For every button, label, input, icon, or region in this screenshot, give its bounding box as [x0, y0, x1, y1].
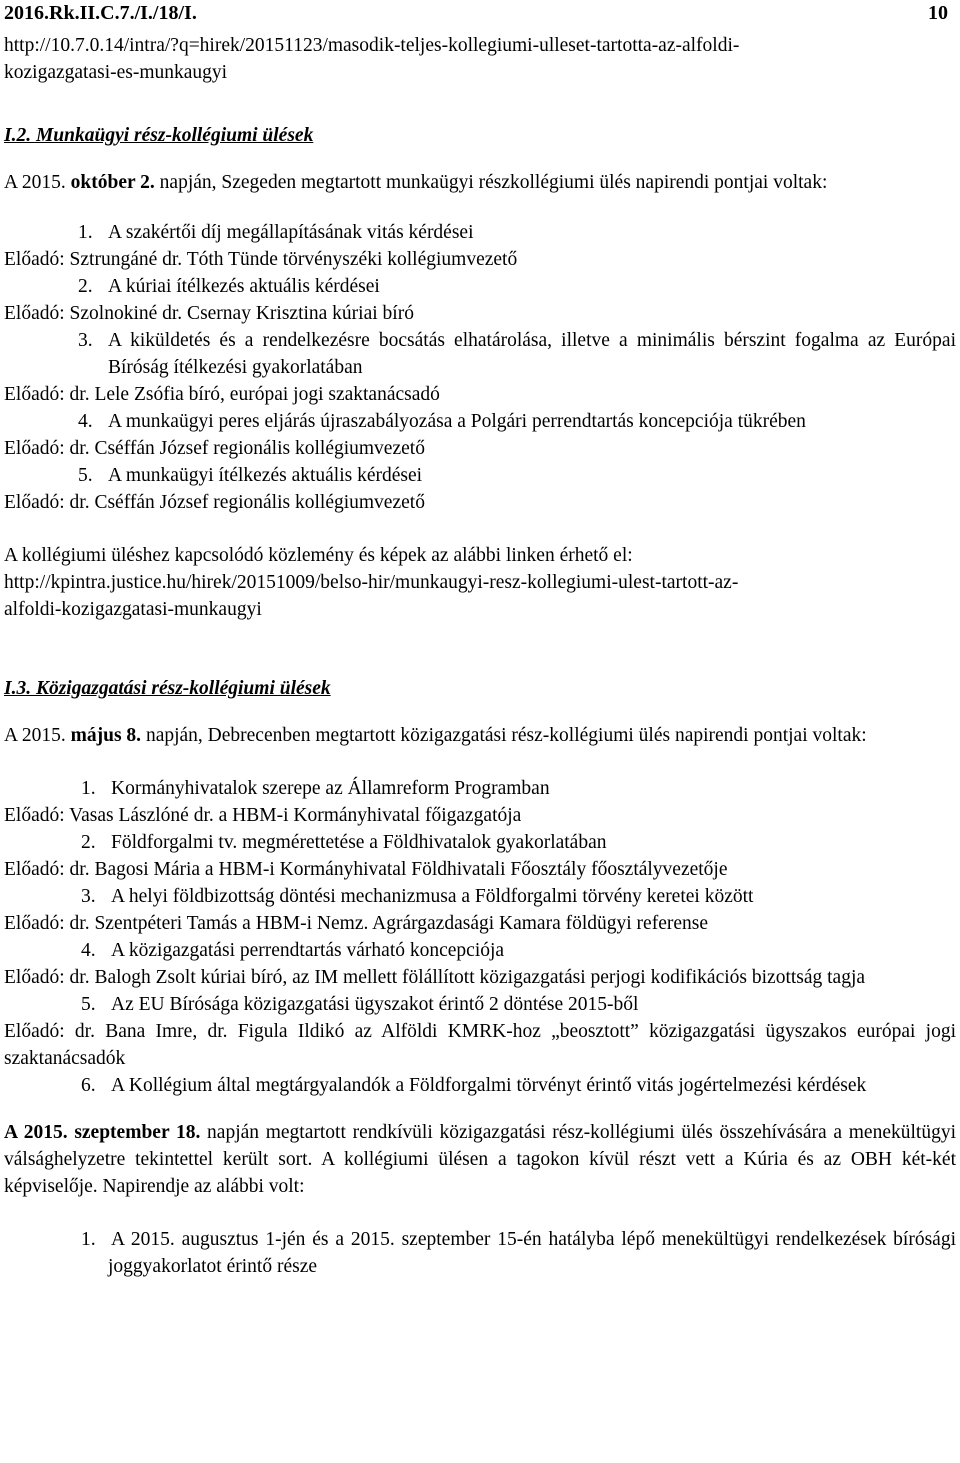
extraordinary-session-date: szeptember 18.	[74, 1122, 201, 1143]
list-item: 2. A kúriai ítélkezés aktuális kérdései	[78, 276, 380, 297]
speaker-line: Előadó: dr. Balogh Zsolt kúriai bíró, az IM mellett fölállított közigazgatási perjogi kodifikációs bizottság tagja	[4, 967, 866, 988]
link-intro: A kollégiumi üléshez kapcsolódó közlemény és képek az alábbi linken érhető el:	[4, 545, 633, 566]
section2-agenda	[4, 219, 956, 516]
speaker-line: Előadó: dr. Bagosi Mária a HBM-i Kormányhivatal Földhivatali Főosztály főosztályvezetője	[4, 859, 728, 880]
speaker-line: Előadó: dr. Cséffán József regionális kollégiumvezető	[4, 492, 425, 513]
list-item: 3. A helyi földbizottság döntési mechanizmusa a Földforgalmi törvény keretei között	[81, 886, 754, 907]
news-link-line-2[interactable]: alfoldi-kozigazgatasi-munkaugyi	[4, 599, 262, 620]
speaker-line: Előadó: Vasas Lászlóné dr. a HBM-i Kormányhivatal főigazgatója	[4, 805, 522, 826]
section3-date: május 8.	[70, 725, 142, 746]
source-url-line-1: http://10.7.0.14/intra/?q=hirek/20151123/masodik-teljes-kollegiumi-ulleset-tartotta-az-alfoldi-	[4, 35, 740, 56]
list-item: 1. Kormányhivatalok szerepe az Államreform Programban	[81, 778, 550, 799]
list-item: 5. A munkaügyi ítélkezés aktuális kérdései	[78, 465, 423, 486]
section3-intro: A 2015. május 8. napján, Debrecenben megtartott közigazgatási rész-kollégiumi ülés napirendi pontjai voltak:	[4, 725, 867, 746]
speaker-line: Előadó: Szolnokiné dr. Csernay Krisztina kúriai bíró	[4, 303, 414, 324]
extraordinary-session-agenda	[4, 1226, 956, 1280]
list-item: 2. Földforgalmi tv. megmérettetése a Földhivatalok gyakorlatában	[81, 832, 607, 853]
document-page	[4, 0, 956, 1280]
list-item: 4. A közigazgatási perrendtartás várható koncepciója	[81, 940, 505, 961]
source-url-line-2: kozigazgatasi-es-munkaugyi	[4, 62, 228, 83]
list-item: 1. A 2015. augusztus 1-jén és a 2015. szeptember 15-én hatályba lépő menekültügyi rendelkezések bírósági joggyakorlatot érintő része	[81, 1229, 956, 1277]
list-item: 3. A kiküldetés és a rendelkezésre bocsátás elhatárolása, illetve a minimális bérszint fogalma az Európai Bíróság ítélkezési gyakorlatában	[78, 330, 956, 378]
extraordinary-session-paragraph: A 2015. szeptember 18. napján megtartott rendkívüli közigazgatási rész-kollégiumi ülés összehívására a menekültügyi válsághelyzetre tekintettel került sort. A kollégiumi ülésen a tagokon kívül részt vett a Kúria és az OBH két-két képviselője. Napirendje az alábbi volt:	[4, 1122, 956, 1197]
page-header	[4, 0, 956, 32]
section-title-kozigazgatasi: I.3. Közigazgatási rész-kollégiumi ülések	[4, 678, 331, 699]
list-item: 4. A munkaügyi peres eljárás újraszabályozása a Polgári perrendtartás koncepciója tükrében	[78, 411, 806, 432]
section2-intro: A 2015. október 2. napján, Szegeden megtartott munkaügyi részkollégiumi ülés napirendi pontjai voltak:	[4, 172, 828, 193]
list-item: 6. A Kollégium által megtárgyalandók a Földforgalmi törvényt érintő vitás jogértelmezési kérdések	[81, 1075, 867, 1096]
list-item: 1. A szakértői díj megállapításának vitás kérdései	[78, 222, 474, 243]
list-item: 5. Az EU Bírósága közigazgatási ügyszakot érintő 2 döntése 2015-ből	[81, 994, 639, 1015]
speaker-line: Előadó: dr. Lele Zsófia bíró, európai jogi szaktanácsadó	[4, 384, 440, 405]
speaker-line: Előadó: Sztrungáné dr. Tóth Tünde törvényszéki kollégiumvezető	[4, 249, 518, 270]
news-link-line-1[interactable]: http://kpintra.justice.hu/hirek/20151009/belso-hir/munkaugyi-resz-kollegiumi-ulest-tartott-az-	[4, 572, 739, 593]
document-reference: 2016.Rk.II.C.7./I./18/I.	[4, 2, 197, 24]
speaker-line: Előadó: dr. Bana Imre, dr. Figula Ildikó az Alföldi KMRK-hoz „beosztott” közigazgatási ügyszakos európai jogi szaktanácsadók	[4, 1021, 956, 1069]
page-number: 10	[928, 2, 948, 24]
speaker-line: Előadó: dr. Cséffán József regionális kollégiumvezető	[4, 438, 425, 459]
section2-date: október 2.	[70, 172, 155, 193]
speaker-line: Előadó: dr. Szentpéteri Tamás a HBM-i Nemz. Agrárgazdasági Kamara földügyi referense	[4, 913, 708, 934]
section3-agenda	[4, 775, 956, 1099]
section-title-munkaugyi: I.2. Munkaügyi rész-kollégiumi ülések	[4, 125, 314, 146]
